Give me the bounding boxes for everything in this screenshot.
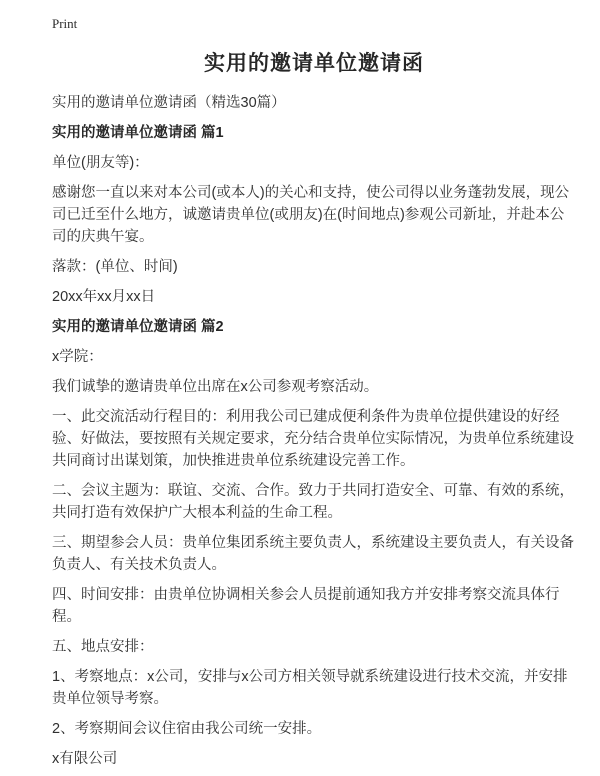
paragraph: 20xx年xx月xx日: [52, 289, 156, 305]
paragraph: 我们诚挚的邀请贵单位出席在x公司参观考察活动。: [52, 379, 379, 395]
paragraph: x学院：: [52, 349, 103, 365]
paragraph: x有限公司: [52, 751, 118, 767]
doc-subtitle: 实用的邀请单位邀请函（精选30篇）: [52, 95, 286, 111]
paragraph: 三、期望参会人员：贵单位集团系统主要负责人，系统建设主要负责人，有关设备负责人、有关技术负责人。: [52, 535, 574, 573]
paragraph: 四、时间安排：由贵单位协调相关参会人员提前通知我方并安排考察交流具体行程。: [52, 587, 560, 625]
section-1-heading: 实用的邀请单位邀请函 篇1: [52, 125, 224, 141]
paragraph: 1、考察地点：x公司，安排与x公司方相关领导就系统建设进行技术交流，并安排贵单位领导考察。: [52, 669, 568, 707]
paragraph: 2、考察期间会议住宿由我公司统一安排。: [52, 721, 322, 737]
paragraph: 二、会议主题为：联谊、交流、合作。致力于共同打造安全、可靠、有效的系统，共同打造有效保护广大根本利益的生命工程。: [52, 483, 574, 521]
section-2-heading: 实用的邀请单位邀请函 篇2: [52, 319, 224, 335]
paragraph: 单位(朋友等)：: [52, 155, 149, 171]
paragraph: 五、地点安排：: [52, 639, 154, 655]
paragraph: 感谢您一直以来对本公司(或本人)的关心和支持，使公司得以业务蓬勃发展，现公司已迁至什么地方，诚邀请贵单位(或朋友)在(时间地点)参观公司新址，并赴本公司的庆典午宴。: [52, 185, 570, 245]
page-title: 实用的邀请单位邀请函: [204, 52, 424, 75]
paragraph: 一、此交流活动行程目的：利用我公司已建成便利条件为贵单位提供建设的好经验、好做法，要按照有关规定要求，充分结合贵单位实际情况，为贵单位系统建设共同商讨出谋划策，加快推进贵单位系统建设完善工作。: [52, 409, 574, 469]
print-link[interactable]: Print: [52, 16, 78, 31]
paragraph: 落款：(单位、时间): [52, 259, 178, 275]
